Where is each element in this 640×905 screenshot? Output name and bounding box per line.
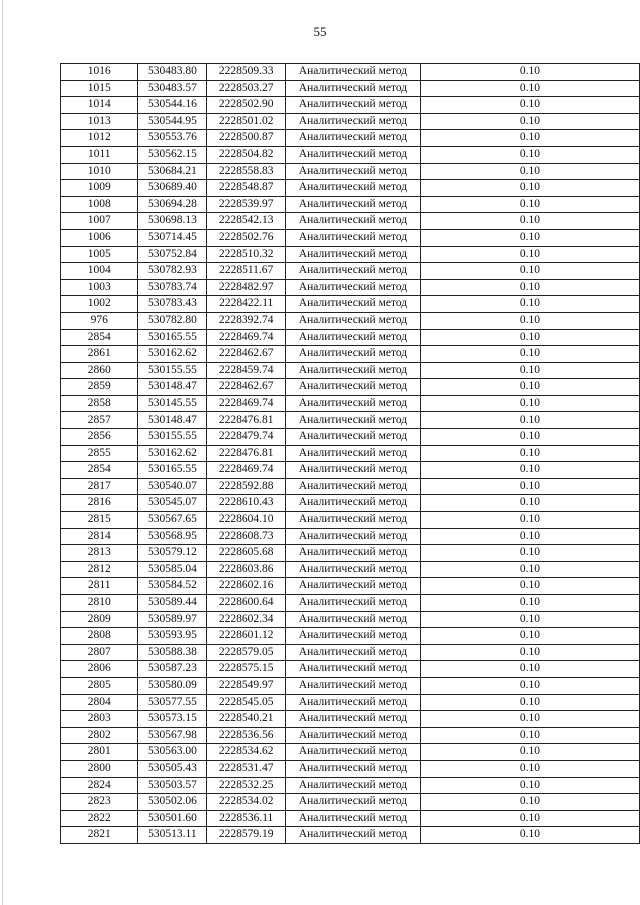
table-row (61, 528, 640, 545)
y-coordinate-cell: 2228479.74 (207, 429, 286, 446)
table-row (61, 794, 640, 811)
method-cell: Аналитический метод (286, 180, 421, 197)
x-coordinate-cell: 530782.93 (138, 263, 207, 280)
point-number-cell: 2821 (61, 827, 138, 844)
method-cell: Аналитический метод (286, 677, 421, 694)
y-coordinate-cell: 2228462.67 (207, 346, 286, 363)
y-coordinate-cell: 2228542.13 (207, 213, 286, 230)
point-number-cell: 2803 (61, 711, 138, 728)
table-row (61, 429, 640, 446)
coordinates-table-body (61, 64, 640, 844)
point-number-cell: 2800 (61, 760, 138, 777)
y-coordinate-cell: 2228545.05 (207, 694, 286, 711)
table-row (61, 760, 640, 777)
y-coordinate-cell: 2228422.11 (207, 296, 286, 313)
point-number-cell: 2817 (61, 478, 138, 495)
y-coordinate-cell: 2228510.32 (207, 246, 286, 263)
accuracy-cell: 0.10 (420, 130, 639, 147)
x-coordinate-cell: 530162.62 (138, 346, 207, 363)
x-coordinate-cell: 530563.00 (138, 744, 207, 761)
point-number-cell: 2859 (61, 379, 138, 396)
point-number-cell: 2824 (61, 777, 138, 794)
x-coordinate-cell: 530155.55 (138, 429, 207, 446)
accuracy-cell: 0.10 (420, 113, 639, 130)
table-row (61, 644, 640, 661)
x-coordinate-cell: 530502.06 (138, 794, 207, 811)
x-coordinate-cell: 530165.55 (138, 462, 207, 479)
point-number-cell: 2823 (61, 794, 138, 811)
point-number-cell: 2860 (61, 362, 138, 379)
x-coordinate-cell: 530483.80 (138, 64, 207, 81)
method-cell: Аналитический метод (286, 97, 421, 114)
y-coordinate-cell: 2228392.74 (207, 312, 286, 329)
x-coordinate-cell: 530593.95 (138, 628, 207, 645)
y-coordinate-cell: 2228536.11 (207, 810, 286, 827)
y-coordinate-cell: 2228602.34 (207, 611, 286, 628)
coordinates-table (60, 63, 640, 844)
accuracy-cell: 0.10 (420, 677, 639, 694)
method-cell: Аналитический метод (286, 80, 421, 97)
point-number-cell: 2856 (61, 429, 138, 446)
accuracy-cell: 0.10 (420, 595, 639, 612)
x-coordinate-cell: 530698.13 (138, 213, 207, 230)
method-cell: Аналитический метод (286, 246, 421, 263)
point-number-cell: 1014 (61, 97, 138, 114)
point-number-cell: 1011 (61, 146, 138, 163)
x-coordinate-cell: 530752.84 (138, 246, 207, 263)
x-coordinate-cell: 530579.12 (138, 545, 207, 562)
y-coordinate-cell: 2228459.74 (207, 362, 286, 379)
y-coordinate-cell: 2228482.97 (207, 279, 286, 296)
y-coordinate-cell: 2228536.56 (207, 727, 286, 744)
point-number-cell: 2808 (61, 628, 138, 645)
point-number-cell: 1009 (61, 180, 138, 197)
x-coordinate-cell: 530148.47 (138, 412, 207, 429)
point-number-cell: 2810 (61, 595, 138, 612)
point-number-cell: 1016 (61, 64, 138, 81)
table-row (61, 595, 640, 612)
accuracy-cell: 0.10 (420, 578, 639, 595)
method-cell: Аналитический метод (286, 379, 421, 396)
accuracy-cell: 0.10 (420, 628, 639, 645)
table-row (61, 379, 640, 396)
table-row (61, 478, 640, 495)
point-number-cell: 2807 (61, 644, 138, 661)
x-coordinate-cell: 530562.15 (138, 146, 207, 163)
y-coordinate-cell: 2228531.47 (207, 760, 286, 777)
point-number-cell: 2857 (61, 412, 138, 429)
point-number-cell: 1004 (61, 263, 138, 280)
accuracy-cell: 0.10 (420, 97, 639, 114)
accuracy-cell: 0.10 (420, 661, 639, 678)
accuracy-cell: 0.10 (420, 777, 639, 794)
x-coordinate-cell: 530589.97 (138, 611, 207, 628)
point-number-cell: 2855 (61, 445, 138, 462)
x-coordinate-cell: 530544.95 (138, 113, 207, 130)
accuracy-cell: 0.10 (420, 64, 639, 81)
accuracy-cell: 0.10 (420, 561, 639, 578)
y-coordinate-cell: 2228592.88 (207, 478, 286, 495)
method-cell: Аналитический метод (286, 478, 421, 495)
method-cell: Аналитический метод (286, 462, 421, 479)
x-coordinate-cell: 530589.44 (138, 595, 207, 612)
point-number-cell: 1007 (61, 213, 138, 230)
y-coordinate-cell: 2228504.82 (207, 146, 286, 163)
method-cell: Аналитический метод (286, 810, 421, 827)
x-coordinate-cell: 530694.28 (138, 196, 207, 213)
method-cell: Аналитический метод (286, 711, 421, 728)
table-row (61, 130, 640, 147)
x-coordinate-cell: 530513.11 (138, 827, 207, 844)
y-coordinate-cell: 2228558.83 (207, 163, 286, 180)
method-cell: Аналитический метод (286, 146, 421, 163)
x-coordinate-cell: 530145.55 (138, 395, 207, 412)
accuracy-cell: 0.10 (420, 528, 639, 545)
accuracy-cell: 0.10 (420, 727, 639, 744)
method-cell: Аналитический метод (286, 395, 421, 412)
x-coordinate-cell: 530573.15 (138, 711, 207, 728)
accuracy-cell: 0.10 (420, 478, 639, 495)
page-number: 55 (313, 24, 327, 39)
table-row (61, 263, 640, 280)
method-cell: Аналитический метод (286, 130, 421, 147)
accuracy-cell: 0.10 (420, 379, 639, 396)
accuracy-cell: 0.10 (420, 744, 639, 761)
accuracy-cell: 0.10 (420, 296, 639, 313)
method-cell: Аналитический метод (286, 512, 421, 529)
point-number-cell: 2805 (61, 677, 138, 694)
x-coordinate-cell: 530714.45 (138, 229, 207, 246)
table-row (61, 545, 640, 562)
method-cell: Аналитический метод (286, 794, 421, 811)
x-coordinate-cell: 530505.43 (138, 760, 207, 777)
method-cell: Аналитический метод (286, 694, 421, 711)
y-coordinate-cell: 2228476.81 (207, 412, 286, 429)
table-row (61, 180, 640, 197)
table-row (61, 163, 640, 180)
y-coordinate-cell: 2228532.25 (207, 777, 286, 794)
method-cell: Аналитический метод (286, 329, 421, 346)
table-row (61, 661, 640, 678)
y-coordinate-cell: 2228500.87 (207, 130, 286, 147)
accuracy-cell: 0.10 (420, 644, 639, 661)
point-number-cell: 1012 (61, 130, 138, 147)
method-cell: Аналитический метод (286, 661, 421, 678)
method-cell: Аналитический метод (286, 196, 421, 213)
point-number-cell: 1002 (61, 296, 138, 313)
method-cell: Аналитический метод (286, 644, 421, 661)
y-coordinate-cell: 2228539.97 (207, 196, 286, 213)
accuracy-cell: 0.10 (420, 362, 639, 379)
x-coordinate-cell: 530783.43 (138, 296, 207, 313)
method-cell: Аналитический метод (286, 263, 421, 280)
method-cell: Аналитический метод (286, 429, 421, 446)
y-coordinate-cell: 2228540.21 (207, 711, 286, 728)
x-coordinate-cell: 530501.60 (138, 810, 207, 827)
accuracy-cell: 0.10 (420, 312, 639, 329)
y-coordinate-cell: 2228469.74 (207, 462, 286, 479)
x-coordinate-cell: 530684.21 (138, 163, 207, 180)
accuracy-cell: 0.10 (420, 146, 639, 163)
accuracy-cell: 0.10 (420, 611, 639, 628)
table-row (61, 213, 640, 230)
table-row (61, 395, 640, 412)
accuracy-cell: 0.10 (420, 429, 639, 446)
y-coordinate-cell: 2228549.97 (207, 677, 286, 694)
accuracy-cell: 0.10 (420, 794, 639, 811)
point-number-cell: 1005 (61, 246, 138, 263)
table-row (61, 744, 640, 761)
y-coordinate-cell: 2228610.43 (207, 495, 286, 512)
table-row (61, 512, 640, 529)
x-coordinate-cell: 530588.38 (138, 644, 207, 661)
table-row (61, 462, 640, 479)
accuracy-cell: 0.10 (420, 760, 639, 777)
table-row (61, 196, 640, 213)
x-coordinate-cell: 530584.52 (138, 578, 207, 595)
x-coordinate-cell: 530503.57 (138, 777, 207, 794)
table-row (61, 694, 640, 711)
table-row (61, 412, 640, 429)
method-cell: Аналитический метод (286, 495, 421, 512)
x-coordinate-cell: 530553.76 (138, 130, 207, 147)
x-coordinate-cell: 530540.07 (138, 478, 207, 495)
y-coordinate-cell: 2228469.74 (207, 329, 286, 346)
table-row (61, 113, 640, 130)
accuracy-cell: 0.10 (420, 229, 639, 246)
point-number-cell: 2858 (61, 395, 138, 412)
table-row (61, 611, 640, 628)
x-coordinate-cell: 530568.95 (138, 528, 207, 545)
accuracy-cell: 0.10 (420, 246, 639, 263)
method-cell: Аналитический метод (286, 279, 421, 296)
method-cell: Аналитический метод (286, 362, 421, 379)
table-row (61, 578, 640, 595)
page-edge-rule (2, 0, 3, 905)
table-row (61, 229, 640, 246)
accuracy-cell: 0.10 (420, 462, 639, 479)
y-coordinate-cell: 2228601.12 (207, 628, 286, 645)
point-number-cell: 2854 (61, 462, 138, 479)
x-coordinate-cell: 530544.16 (138, 97, 207, 114)
method-cell: Аналитический метод (286, 113, 421, 130)
y-coordinate-cell: 2228502.76 (207, 229, 286, 246)
x-coordinate-cell: 530783.74 (138, 279, 207, 296)
x-coordinate-cell: 530689.40 (138, 180, 207, 197)
x-coordinate-cell: 530155.55 (138, 362, 207, 379)
method-cell: Аналитический метод (286, 346, 421, 363)
accuracy-cell: 0.10 (420, 346, 639, 363)
method-cell: Аналитический метод (286, 628, 421, 645)
table-row (61, 296, 640, 313)
table-row (61, 727, 640, 744)
point-number-cell: 1008 (61, 196, 138, 213)
accuracy-cell: 0.10 (420, 329, 639, 346)
y-coordinate-cell: 2228548.87 (207, 180, 286, 197)
point-number-cell: 2854 (61, 329, 138, 346)
accuracy-cell: 0.10 (420, 810, 639, 827)
y-coordinate-cell: 2228501.02 (207, 113, 286, 130)
x-coordinate-cell: 530585.04 (138, 561, 207, 578)
method-cell: Аналитический метод (286, 827, 421, 844)
y-coordinate-cell: 2228579.19 (207, 827, 286, 844)
x-coordinate-cell: 530577.55 (138, 694, 207, 711)
y-coordinate-cell: 2228476.81 (207, 445, 286, 462)
accuracy-cell: 0.10 (420, 395, 639, 412)
y-coordinate-cell: 2228602.16 (207, 578, 286, 595)
table-row (61, 279, 640, 296)
x-coordinate-cell: 530165.55 (138, 329, 207, 346)
point-number-cell: 2809 (61, 611, 138, 628)
y-coordinate-cell: 2228605.68 (207, 545, 286, 562)
point-number-cell: 2806 (61, 661, 138, 678)
method-cell: Аналитический метод (286, 611, 421, 628)
method-cell: Аналитический метод (286, 561, 421, 578)
point-number-cell: 2814 (61, 528, 138, 545)
table-row (61, 312, 640, 329)
y-coordinate-cell: 2228509.33 (207, 64, 286, 81)
table-row (61, 362, 640, 379)
table-row (61, 246, 640, 263)
y-coordinate-cell: 2228534.62 (207, 744, 286, 761)
point-number-cell: 976 (61, 312, 138, 329)
method-cell: Аналитический метод (286, 64, 421, 81)
point-number-cell: 2815 (61, 512, 138, 529)
table-row (61, 97, 640, 114)
accuracy-cell: 0.10 (420, 196, 639, 213)
point-number-cell: 1003 (61, 279, 138, 296)
accuracy-cell: 0.10 (420, 512, 639, 529)
table-row (61, 628, 640, 645)
table-row (61, 810, 640, 827)
table-row (61, 561, 640, 578)
y-coordinate-cell: 2228608.73 (207, 528, 286, 545)
accuracy-cell: 0.10 (420, 545, 639, 562)
accuracy-cell: 0.10 (420, 827, 639, 844)
table-row (61, 827, 640, 844)
method-cell: Аналитический метод (286, 760, 421, 777)
method-cell: Аналитический метод (286, 578, 421, 595)
point-number-cell: 2816 (61, 495, 138, 512)
method-cell: Аналитический метод (286, 412, 421, 429)
x-coordinate-cell: 530782.80 (138, 312, 207, 329)
point-number-cell: 1006 (61, 229, 138, 246)
x-coordinate-cell: 530587.23 (138, 661, 207, 678)
table-row (61, 80, 640, 97)
accuracy-cell: 0.10 (420, 279, 639, 296)
accuracy-cell: 0.10 (420, 445, 639, 462)
method-cell: Аналитический метод (286, 312, 421, 329)
method-cell: Аналитический метод (286, 445, 421, 462)
x-coordinate-cell: 530567.65 (138, 512, 207, 529)
point-number-cell: 2861 (61, 346, 138, 363)
point-number-cell: 1015 (61, 80, 138, 97)
accuracy-cell: 0.10 (420, 80, 639, 97)
x-coordinate-cell: 530545.07 (138, 495, 207, 512)
method-cell: Аналитический метод (286, 545, 421, 562)
table-row (61, 677, 640, 694)
x-coordinate-cell: 530483.57 (138, 80, 207, 97)
table-row (61, 146, 640, 163)
method-cell: Аналитический метод (286, 528, 421, 545)
accuracy-cell: 0.10 (420, 711, 639, 728)
accuracy-cell: 0.10 (420, 412, 639, 429)
table-row (61, 495, 640, 512)
point-number-cell: 2801 (61, 744, 138, 761)
y-coordinate-cell: 2228579.05 (207, 644, 286, 661)
x-coordinate-cell: 530580.09 (138, 677, 207, 694)
table-row (61, 777, 640, 794)
point-number-cell: 2822 (61, 810, 138, 827)
point-number-cell: 1013 (61, 113, 138, 130)
y-coordinate-cell: 2228511.67 (207, 263, 286, 280)
x-coordinate-cell: 530148.47 (138, 379, 207, 396)
accuracy-cell: 0.10 (420, 263, 639, 280)
method-cell: Аналитический метод (286, 213, 421, 230)
y-coordinate-cell: 2228534.02 (207, 794, 286, 811)
accuracy-cell: 0.10 (420, 180, 639, 197)
method-cell: Аналитический метод (286, 727, 421, 744)
y-coordinate-cell: 2228502.90 (207, 97, 286, 114)
x-coordinate-cell: 530567.98 (138, 727, 207, 744)
y-coordinate-cell: 2228469.74 (207, 395, 286, 412)
method-cell: Аналитический метод (286, 595, 421, 612)
y-coordinate-cell: 2228503.27 (207, 80, 286, 97)
accuracy-cell: 0.10 (420, 495, 639, 512)
point-number-cell: 1010 (61, 163, 138, 180)
y-coordinate-cell: 2228462.67 (207, 379, 286, 396)
y-coordinate-cell: 2228603.86 (207, 561, 286, 578)
table-row (61, 64, 640, 81)
point-number-cell: 2812 (61, 561, 138, 578)
point-number-cell: 2811 (61, 578, 138, 595)
y-coordinate-cell: 2228575.15 (207, 661, 286, 678)
table-row (61, 711, 640, 728)
method-cell: Аналитический метод (286, 163, 421, 180)
accuracy-cell: 0.10 (420, 694, 639, 711)
method-cell: Аналитический метод (286, 296, 421, 313)
accuracy-cell: 0.10 (420, 163, 639, 180)
y-coordinate-cell: 2228600.64 (207, 595, 286, 612)
point-number-cell: 2804 (61, 694, 138, 711)
x-coordinate-cell: 530162.62 (138, 445, 207, 462)
table-row (61, 445, 640, 462)
table-row (61, 329, 640, 346)
method-cell: Аналитический метод (286, 744, 421, 761)
point-number-cell: 2802 (61, 727, 138, 744)
y-coordinate-cell: 2228604.10 (207, 512, 286, 529)
method-cell: Аналитический метод (286, 229, 421, 246)
point-number-cell: 2813 (61, 545, 138, 562)
accuracy-cell: 0.10 (420, 213, 639, 230)
method-cell: Аналитический метод (286, 777, 421, 794)
table-row (61, 346, 640, 363)
